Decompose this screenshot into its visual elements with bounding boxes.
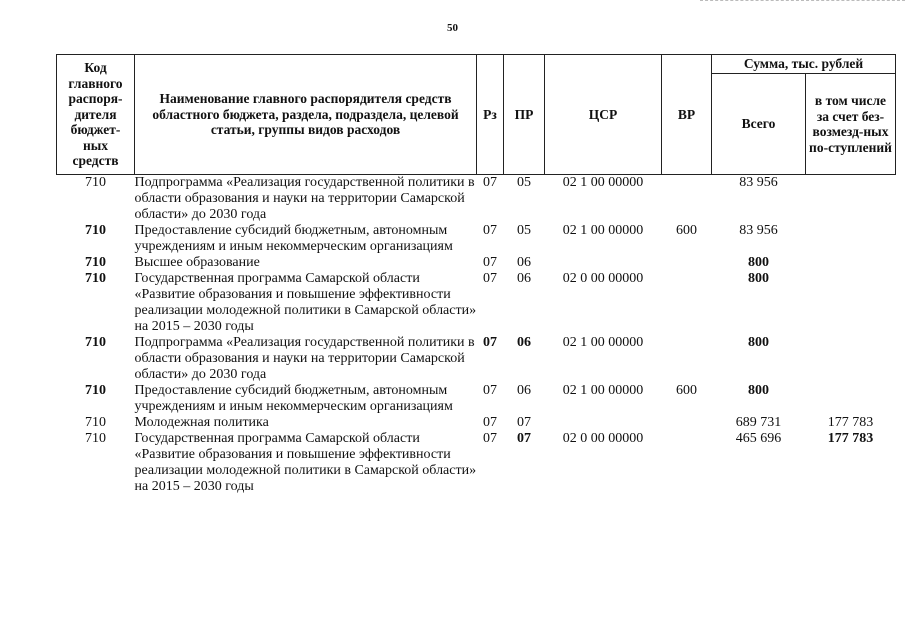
table-row [57, 271, 896, 335]
cell-code: 710 [85, 415, 106, 430]
cell-total: 800 [748, 271, 769, 286]
cell-incl [806, 335, 896, 383]
cell-rz: 07 [483, 223, 497, 238]
cell-rz: 07 [483, 431, 497, 446]
cell-name: Подпрограмма «Реализация государственной политики в области образования и науки на территории Самарской области» до 2030 года [134, 175, 475, 222]
header-sum: Сумма, тыс. рублей [712, 55, 896, 74]
cell-rz: 07 [483, 383, 497, 398]
header-vr: ВР [662, 55, 712, 175]
page-number: 50 [447, 22, 458, 34]
cell-total: 800 [748, 335, 769, 350]
cell-code: 710 [85, 255, 106, 270]
cell-code: 710 [85, 431, 106, 446]
header-total: Всего [712, 74, 806, 175]
cell-pr: 07 [517, 415, 531, 430]
page-edge-line [700, 0, 905, 1]
cell-pr: 06 [517, 383, 531, 398]
cell-rz: 07 [483, 271, 497, 286]
cell-incl [806, 255, 896, 271]
cell-pr: 05 [517, 175, 531, 190]
header-rz: Рз [477, 55, 504, 175]
cell-rz: 07 [483, 335, 497, 350]
table-row [57, 431, 896, 495]
table-row [57, 255, 896, 271]
table-row [57, 415, 896, 431]
cell-pr: 06 [517, 255, 531, 270]
cell-csr: 02 1 00 00000 [562, 335, 644, 350]
cell-total: 465 696 [735, 431, 782, 446]
header-name: Наименование главного распорядителя средств областного бюджета, раздела, подраздела, целевой статьи, группы видов расходов [135, 55, 477, 175]
cell-incl: 177 783 [827, 431, 874, 446]
cell-code: 710 [85, 383, 106, 398]
budget-table [56, 54, 896, 495]
table-row [57, 383, 896, 415]
cell-vr [662, 175, 712, 224]
cell-total: 83 956 [739, 175, 778, 190]
cell-csr: 02 0 00 00000 [562, 271, 644, 286]
cell-code: 710 [85, 335, 106, 350]
cell-vr [662, 271, 712, 335]
cell-total: 800 [748, 383, 769, 398]
cell-csr: 02 1 00 00000 [562, 175, 644, 190]
header-incl: в том числе за счет без-возмезд-ных по-ступлений [806, 74, 896, 175]
cell-rz: 07 [483, 175, 497, 190]
cell-total: 800 [748, 255, 769, 270]
cell-csr: 02 1 00 00000 [562, 223, 644, 238]
table-row [57, 335, 896, 383]
cell-vr: 600 [676, 223, 697, 238]
table-row [57, 175, 896, 224]
cell-name: Государственная программа Самарской области «Развитие образования и повышение эффективности реализации молодежной политики в Самарской области» на 2015 – 2030 годы [134, 271, 477, 334]
cell-rz: 07 [483, 255, 497, 270]
cell-code: 710 [85, 175, 106, 190]
cell-csr: 02 1 00 00000 [562, 383, 644, 398]
cell-pr: 05 [517, 223, 531, 238]
cell-vr: 600 [676, 383, 697, 398]
cell-pr: 06 [517, 335, 531, 350]
header-pr: ПР [504, 55, 545, 175]
cell-csr [545, 255, 662, 271]
cell-name: Молодежная политика [134, 415, 269, 430]
cell-code: 710 [85, 271, 106, 286]
cell-vr [662, 335, 712, 383]
cell-vr [662, 255, 712, 271]
cell-pr: 07 [517, 431, 531, 446]
header-csr: ЦСР [545, 55, 662, 175]
cell-incl: 177 783 [827, 415, 874, 430]
cell-csr [545, 415, 662, 431]
header-code: Код главного распоря-дителя бюджет-ных средств [57, 55, 135, 175]
cell-name: Государственная программа Самарской области «Развитие образования и повышение эффективности реализации молодежной политики в Самарской области» на 2015 – 2030 годы [134, 431, 477, 494]
cell-code: 710 [85, 223, 106, 238]
cell-name: Подпрограмма «Реализация государственной политики в области образования и науки на территории Самарской области» до 2030 года [134, 335, 475, 382]
cell-csr: 02 0 00 00000 [562, 431, 644, 446]
cell-incl [806, 383, 896, 415]
table-row [57, 223, 896, 255]
cell-incl [806, 175, 896, 224]
cell-rz: 07 [483, 415, 497, 430]
cell-name: Предоставление субсидий бюджетным, автономным учреждениям и иным некоммерческим организациям [134, 223, 453, 254]
cell-total: 689 731 [735, 415, 782, 430]
cell-name: Высшее образование [134, 255, 260, 270]
cell-incl [806, 271, 896, 335]
cell-incl [806, 223, 896, 255]
cell-name: Предоставление субсидий бюджетным, автономным учреждениям и иным некоммерческим организациям [134, 383, 453, 414]
cell-total: 83 956 [739, 223, 778, 238]
cell-vr [662, 415, 712, 431]
cell-vr [662, 431, 712, 495]
cell-pr: 06 [517, 271, 531, 286]
